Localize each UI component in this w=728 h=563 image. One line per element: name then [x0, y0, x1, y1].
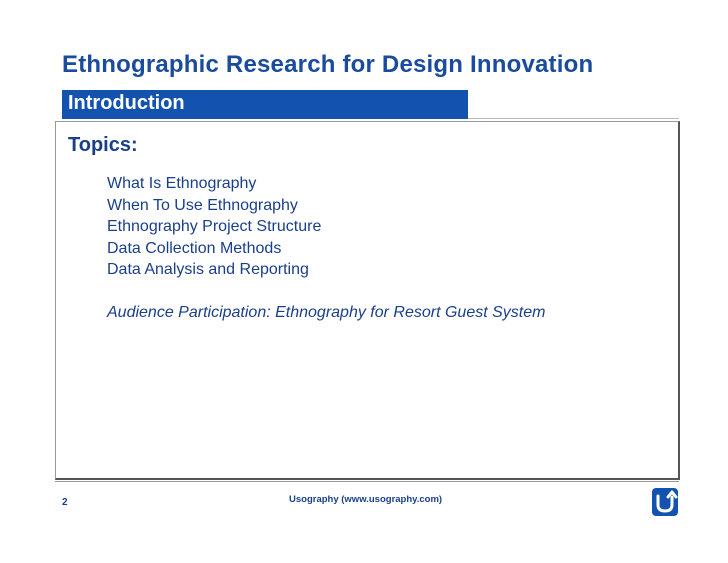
topic-item: Data Collection Methods — [107, 239, 282, 257]
activity-text: Audience Participation: Ethnography for Resort Guest System — [107, 304, 546, 321]
topics-heading: Topics: — [68, 134, 138, 156]
section-bar — [62, 90, 468, 119]
slide-title: Ethnographic Research for Design Innovation — [62, 51, 594, 78]
topic-item: Data Analysis and Reporting — [107, 261, 309, 278]
section-label: Introduction — [68, 92, 185, 114]
topic-item: When To Use Ethnography — [107, 196, 298, 214]
usography-logo-icon — [652, 488, 678, 516]
topic-item: What Is Ethnography — [107, 175, 257, 192]
page-number: 2 — [62, 497, 68, 508]
footer-text: Usography (www.usography.com) — [289, 494, 443, 505]
topic-item: Ethnography Project Structure — [107, 218, 322, 235]
section-divider — [468, 118, 679, 119]
usography-logo-glyph — [652, 488, 678, 516]
topic-list — [107, 173, 321, 281]
footer-divider — [55, 481, 679, 482]
